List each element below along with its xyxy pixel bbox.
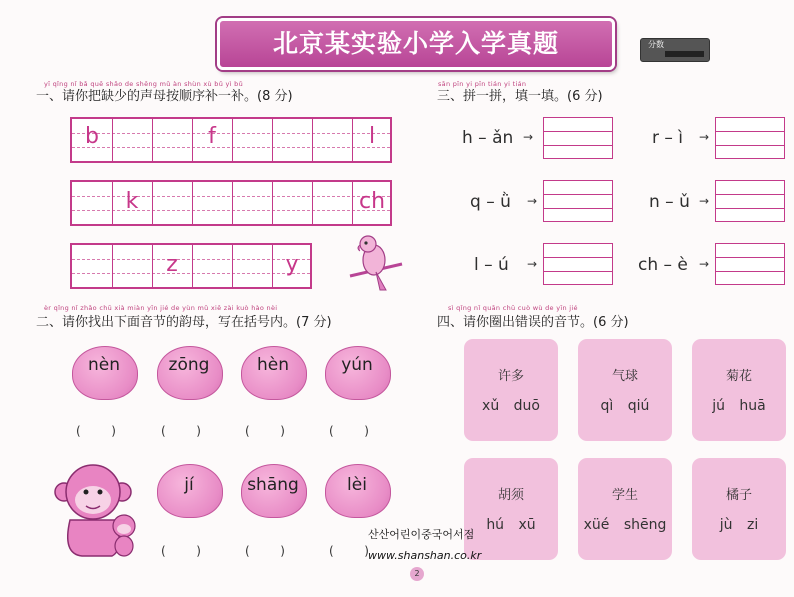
score-label: 分数 bbox=[648, 40, 664, 49]
section1-grid-row-1 bbox=[70, 117, 392, 163]
answer-box[interactable] bbox=[543, 180, 613, 222]
initial-cell: y bbox=[285, 252, 299, 277]
arrow-icon: → bbox=[699, 130, 710, 144]
arrow-icon: → bbox=[527, 257, 538, 271]
card-pinyin[interactable]: jù zi bbox=[719, 517, 759, 533]
section4-pinyin: sì qǐng nǐ quān chū cuò wù de yīn jié bbox=[448, 304, 578, 312]
initial-cell: l bbox=[368, 124, 376, 149]
answer-blank[interactable]: ( ) bbox=[161, 544, 201, 558]
section1-pinyin: yī qǐng nǐ bǎ quē shǎo de shēng mǔ àn shùn xù bǔ yì bǔ bbox=[44, 80, 243, 88]
section2-title: 二、请你找出下面音节的韵母，写在括号内。(7 分) bbox=[36, 315, 332, 330]
spell-item: n – ǔ bbox=[649, 192, 690, 212]
syllable: zōng bbox=[168, 355, 210, 375]
card-pinyin[interactable]: qì qiú bbox=[600, 398, 650, 414]
arrow-icon: → bbox=[699, 194, 710, 208]
monkey-illustration bbox=[52, 462, 144, 558]
card-word: 气球 bbox=[611, 369, 638, 384]
word-card bbox=[692, 339, 786, 441]
parrot-illustration bbox=[348, 232, 404, 294]
initial-cell: f bbox=[208, 124, 216, 149]
spell-item: r – ì bbox=[652, 128, 684, 148]
answer-blank[interactable]: ( ) bbox=[76, 424, 116, 438]
section1-grid-row-2 bbox=[70, 180, 392, 226]
section1-grid-row-3 bbox=[70, 243, 312, 289]
card-pinyin[interactable]: xüé shēng bbox=[583, 517, 667, 533]
initial-cell: z bbox=[166, 252, 178, 277]
section4-title: 四、请你圈出错误的音节。(6 分) bbox=[437, 315, 629, 330]
initial-cell: k bbox=[125, 189, 139, 214]
spell-item: l – ú bbox=[474, 255, 509, 275]
score-line bbox=[665, 51, 704, 57]
page-title: 北京某实验小学入学真题 bbox=[217, 18, 615, 70]
arrow-icon: → bbox=[699, 257, 710, 271]
syllable: shāng bbox=[247, 475, 299, 495]
spell-item: ch – è bbox=[638, 255, 688, 275]
answer-box[interactable] bbox=[543, 243, 613, 285]
section2-pinyin: èr qǐng nǐ zhǎo chū xià miàn yīn jié de yùn mǔ xiě zài kuò hào nèi bbox=[44, 304, 278, 312]
spell-item: h – ǎn bbox=[462, 128, 514, 148]
syllable: hèn bbox=[256, 355, 289, 375]
word-card bbox=[692, 458, 786, 560]
spell-item: q – ǜ bbox=[470, 192, 511, 212]
section3-title: 三、拼一拼，填一填。(6 分) bbox=[437, 89, 603, 104]
score-box bbox=[640, 38, 710, 62]
word-card bbox=[464, 339, 558, 441]
card-pinyin[interactable]: jú huā bbox=[712, 398, 766, 414]
answer-blank[interactable]: ( ) bbox=[329, 424, 369, 438]
syllable: lèi bbox=[347, 475, 367, 495]
card-word: 橘子 bbox=[725, 488, 752, 503]
initial-cell: b bbox=[85, 124, 99, 149]
section3-pinyin: sān pīn yi pīn tián yi tián bbox=[438, 80, 527, 88]
card-word: 学生 bbox=[611, 488, 638, 503]
answer-blank[interactable]: ( ) bbox=[329, 544, 369, 558]
word-card bbox=[578, 339, 672, 441]
card-pinyin[interactable]: hú xū bbox=[486, 517, 536, 533]
arrow-icon: → bbox=[523, 130, 534, 144]
syllable: nèn bbox=[87, 355, 120, 375]
syllable: jí bbox=[184, 475, 194, 495]
syllable: yún bbox=[341, 355, 373, 375]
card-word: 菊花 bbox=[725, 369, 752, 384]
answer-box[interactable] bbox=[543, 117, 613, 159]
initial-cell: ch bbox=[358, 189, 386, 214]
watermark-store-name: 산산어린이중국어서점 bbox=[368, 528, 475, 541]
card-pinyin[interactable]: xǔ duō bbox=[482, 398, 540, 414]
card-word: 胡须 bbox=[497, 488, 524, 503]
answer-blank[interactable]: ( ) bbox=[245, 424, 285, 438]
arrow-icon: → bbox=[527, 194, 538, 208]
section1-title: 一、请你把缺少的声母按顺序补一补。(8 分) bbox=[36, 89, 293, 104]
word-card bbox=[578, 458, 672, 560]
answer-box[interactable] bbox=[715, 243, 785, 285]
answer-blank[interactable]: ( ) bbox=[161, 424, 201, 438]
page-number: 2 bbox=[410, 567, 424, 581]
word-card bbox=[464, 458, 558, 560]
answer-box[interactable] bbox=[715, 180, 785, 222]
watermark-url: www.shanshan.co.kr bbox=[368, 549, 482, 562]
answer-blank[interactable]: ( ) bbox=[245, 544, 285, 558]
answer-box[interactable] bbox=[715, 117, 785, 159]
card-word: 许多 bbox=[497, 369, 524, 384]
